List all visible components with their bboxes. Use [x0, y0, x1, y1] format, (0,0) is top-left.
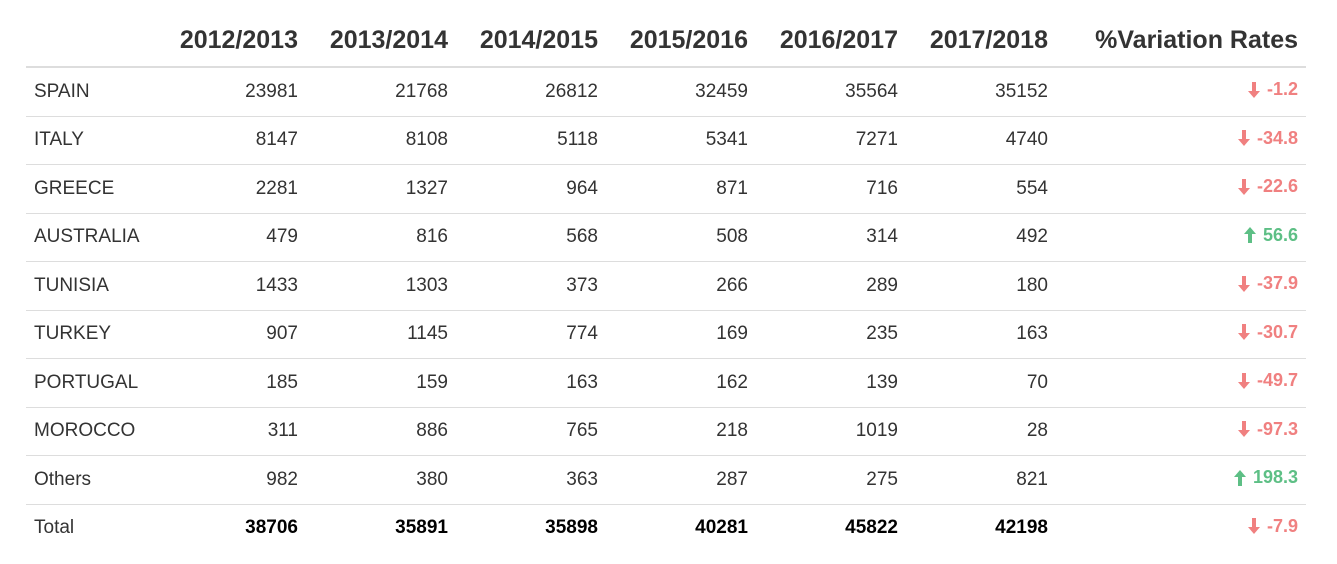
arrow-down-icon: [1237, 323, 1251, 341]
header-year-6: 2017/2018: [906, 14, 1056, 67]
arrow-down-icon: [1237, 129, 1251, 147]
value-cell: 8108: [306, 116, 456, 165]
arrow-down-icon: [1247, 517, 1261, 535]
value-cell: 479: [156, 213, 306, 262]
value-cell: 35152: [906, 67, 1056, 116]
header-variation: %Variation Rates: [1056, 14, 1306, 67]
header-year-1: 2012/2013: [156, 14, 306, 67]
table-row: [26, 359, 1306, 408]
variation-cell: [1056, 116, 1306, 165]
variation-indicator: [1233, 467, 1298, 488]
value-cell: 38706: [245, 517, 298, 539]
country-cell: MOROCCO: [26, 407, 156, 456]
value-cell: 4740: [906, 116, 1056, 165]
variation-value: -34.8: [1256, 127, 1298, 148]
arrow-down-icon: [1237, 275, 1251, 293]
value-cell: 139: [756, 359, 906, 408]
table-row: [26, 213, 1306, 262]
value-cell: 508: [606, 213, 756, 262]
header-year-3: 2014/2015: [456, 14, 606, 67]
header-year-5: 2016/2017: [756, 14, 906, 67]
value-cell: 42198: [995, 517, 1048, 539]
value-cell: 289: [756, 262, 906, 311]
value-cell: 5118: [456, 116, 606, 165]
header-year-4: 2015/2016: [606, 14, 756, 67]
value-cell: 492: [906, 213, 1056, 262]
value-cell: 23981: [156, 67, 306, 116]
table-row: [26, 310, 1306, 359]
value-cell: 373: [456, 262, 606, 311]
header-row: [26, 14, 1306, 67]
value-cell: 40281: [695, 517, 748, 539]
arrow-up-icon: [1243, 226, 1257, 244]
variation-indicator: [1237, 128, 1298, 149]
variation-table-container: [26, 14, 1306, 552]
value-cell: 35898: [545, 517, 598, 539]
variation-cell: [1056, 359, 1306, 408]
variation-cell: [1056, 407, 1306, 456]
value-cell: 982: [156, 456, 306, 505]
value-cell: 180: [906, 262, 1056, 311]
value-cell: 1433: [156, 262, 306, 311]
table-header: [26, 14, 1306, 67]
value-cell: 8147: [156, 116, 306, 165]
value-cell: 1145: [306, 310, 456, 359]
value-cell: 554: [906, 165, 1056, 214]
value-cell: 266: [606, 262, 756, 311]
value-cell: 816: [306, 213, 456, 262]
table-row: [26, 456, 1306, 505]
variation-indicator: [1243, 225, 1298, 246]
value-cell: 35891: [395, 517, 448, 539]
country-cell: ITALY: [26, 116, 156, 165]
variation-indicator: [1237, 322, 1298, 343]
value-cell: 163: [906, 310, 1056, 359]
value-cell: 45822: [845, 517, 898, 539]
value-cell: 185: [156, 359, 306, 408]
value-cell: 765: [456, 407, 606, 456]
variation-cell: [1056, 310, 1306, 359]
variation-value: -97.3: [1256, 418, 1298, 439]
value-cell: 5341: [606, 116, 756, 165]
arrow-up-icon: [1233, 469, 1247, 487]
value-cell: 886: [306, 407, 456, 456]
value-cell: 163: [456, 359, 606, 408]
country-cell: GREECE: [26, 165, 156, 214]
value-cell: 314: [756, 213, 906, 262]
value-cell: 311: [156, 407, 306, 456]
value-cell: 275: [756, 456, 906, 505]
value-cell: 28: [906, 407, 1056, 456]
value-cell: 159: [306, 359, 456, 408]
value-cell: 363: [456, 456, 606, 505]
country-cell: SPAIN: [26, 67, 156, 116]
value-cell: 380: [306, 456, 456, 505]
value-cell: 32459: [606, 67, 756, 116]
value-cell: 568: [456, 213, 606, 262]
value-cell: 287: [606, 456, 756, 505]
value-cell: 235: [756, 310, 906, 359]
variation-cell: [1056, 67, 1306, 116]
header-country: [26, 14, 156, 67]
value-cell: 169: [606, 310, 756, 359]
value-cell: 1303: [306, 262, 456, 311]
value-cell: 1019: [756, 407, 906, 456]
variation-value: 56.6: [1262, 224, 1298, 245]
value-cell: 871: [606, 165, 756, 214]
country-cell: TUNISIA: [26, 262, 156, 311]
value-cell: 821: [906, 456, 1056, 505]
variation-cell: [1056, 262, 1306, 311]
country-cell: AUSTRALIA: [26, 213, 156, 262]
variation-value: -7.9: [1266, 515, 1298, 536]
arrow-down-icon: [1237, 372, 1251, 390]
value-cell: 21768: [306, 67, 456, 116]
country-cell: TURKEY: [26, 310, 156, 359]
value-cell: 218: [606, 407, 756, 456]
total-label: Total: [34, 517, 75, 539]
variation-value: -1.2: [1266, 79, 1298, 99]
variation-indicator: [1247, 79, 1298, 100]
variation-value: -30.7: [1256, 321, 1298, 342]
variation-value: -37.9: [1256, 273, 1298, 293]
value-cell: 2281: [156, 165, 306, 214]
variation-cell: [1056, 456, 1306, 505]
value-cell: 70: [906, 359, 1056, 408]
variation-table: [26, 14, 1306, 552]
value-cell: 26812: [456, 67, 606, 116]
table-row: [26, 262, 1306, 311]
value-cell: 907: [156, 310, 306, 359]
total-row: [26, 504, 1306, 552]
table-row: [26, 116, 1306, 165]
variation-indicator: [1237, 273, 1298, 294]
variation-cell: [1056, 213, 1306, 262]
table-body: [26, 67, 1306, 552]
value-cell: 964: [456, 165, 606, 214]
value-cell: 162: [606, 359, 756, 408]
variation-indicator: [1237, 176, 1298, 197]
variation-value: -22.6: [1256, 176, 1298, 196]
value-cell: 774: [456, 310, 606, 359]
arrow-down-icon: [1247, 81, 1261, 99]
value-cell: 7271: [756, 116, 906, 165]
header-year-2: 2013/2014: [306, 14, 456, 67]
table-row: [26, 407, 1306, 456]
variation-indicator: [1237, 419, 1298, 440]
variation-value: 198.3: [1252, 467, 1298, 487]
value-cell: 35564: [756, 67, 906, 116]
country-cell: Others: [26, 456, 156, 505]
variation-cell: [1056, 165, 1306, 214]
value-cell: 1327: [306, 165, 456, 214]
arrow-down-icon: [1237, 178, 1251, 196]
variation-value: -49.7: [1256, 370, 1298, 390]
country-cell: PORTUGAL: [26, 359, 156, 408]
table-row: [26, 67, 1306, 116]
value-cell: 716: [756, 165, 906, 214]
variation-cell: [1056, 504, 1306, 552]
table-row: [26, 165, 1306, 214]
arrow-down-icon: [1237, 420, 1251, 438]
variation-indicator: [1247, 516, 1298, 537]
variation-indicator: [1237, 370, 1298, 391]
